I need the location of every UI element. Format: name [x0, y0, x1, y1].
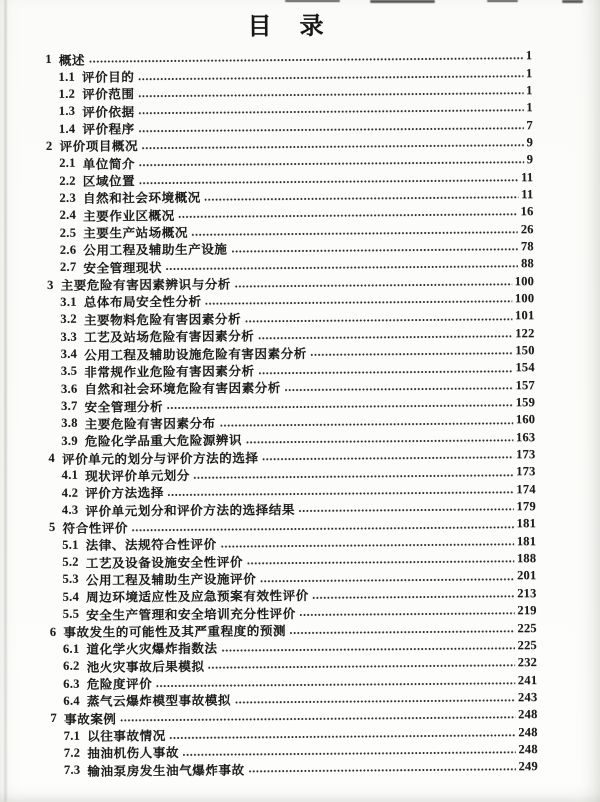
dot-leader-line	[89, 57, 523, 64]
dot-leader-line	[139, 161, 524, 168]
entry-page-number: 188	[516, 551, 537, 566]
entry-label: 公用工程及辅助生产设施	[83, 243, 228, 259]
entry-page-number: 174	[516, 481, 536, 497]
entry-page-number: 1	[525, 48, 533, 63]
entry-label: 抽油机伤人事故	[87, 746, 180, 762]
entry-number: 1.3	[58, 103, 76, 119]
dot-leader-line	[142, 143, 523, 150]
entry-page-number: 173	[516, 464, 536, 479]
entry-label: 蒸气云爆炸模型事故模拟	[86, 693, 232, 710]
entry-page-number: 154	[515, 360, 535, 375]
dot-leader-line	[121, 716, 516, 723]
entry-label: 主要危险有害因素辨识与分析	[60, 277, 232, 294]
entry-page-number: 248	[518, 742, 538, 757]
entry-number: 2.7	[59, 260, 77, 275]
entry-number: 2.4	[59, 208, 77, 223]
entry-number: 5.5	[62, 606, 80, 622]
entry-page-number: 179	[516, 499, 536, 514]
entry-number: 3.2	[60, 312, 77, 327]
entry-label: 自然和社会环境危险有害因素分析	[84, 381, 282, 397]
entry-page-number: 181	[516, 533, 537, 549]
entry-page-number: 225	[517, 637, 538, 653]
entry-number: 4.2	[61, 485, 79, 500]
dot-leader-line	[299, 508, 514, 514]
entry-page-number: 122	[515, 325, 535, 340]
entry-label: 事故发生的可能性及其严重程度的预测	[63, 624, 287, 640]
entry-label: 区域位置	[82, 174, 136, 189]
entry-label: 非常规作业危险有害因素分析	[84, 364, 255, 380]
entry-label: 输油泵房发生油气爆炸事故	[87, 763, 245, 779]
dot-leader-line	[290, 629, 514, 635]
entry-page-number: 88	[521, 256, 535, 271]
dot-leader-line	[222, 646, 515, 652]
entry-number: 3.1	[60, 294, 77, 309]
entry-label: 符合性评价	[62, 521, 129, 536]
entry-label: 公用工程及辅助设施危险有害因素分析	[84, 346, 307, 363]
entry-number: 2.2	[59, 173, 76, 188]
entry-number: 3.5	[60, 364, 78, 379]
entry-number: 5.4	[62, 589, 80, 604]
dot-leader-line	[263, 456, 514, 462]
entry-number: 2.3	[59, 190, 77, 205]
entry-label: 主要作业区概况	[83, 208, 175, 224]
entry-number: 7.3	[63, 762, 81, 778]
dot-leader-line	[194, 473, 513, 480]
entry-label: 评价项目概况	[59, 139, 139, 155]
entry-label: 评价方法选择	[85, 486, 164, 501]
dot-leader-line	[247, 560, 514, 566]
entry-number: 1.2	[58, 86, 76, 101]
toc-list	[41, 47, 538, 779]
dot-leader-line	[168, 490, 514, 497]
entry-number: 5.2	[62, 554, 79, 570]
entry-label: 评价范围	[82, 87, 135, 103]
dot-leader-line	[246, 438, 513, 444]
dot-leader-line	[192, 230, 518, 237]
scan-smudge	[370, 0, 435, 3]
dot-leader-line	[235, 282, 512, 288]
entry-number: 7	[50, 711, 58, 726]
entry-label: 现状评价单元划分	[85, 468, 191, 484]
entry-number: 4.1	[61, 468, 79, 483]
entry-number: 2.5	[59, 225, 77, 240]
entry-label: 池火灾事故后果模拟	[86, 659, 205, 675]
dot-leader-line	[260, 577, 514, 583]
entry-number: 7.2	[63, 745, 81, 760]
dot-leader-line	[258, 334, 512, 340]
entry-number: 2.6	[59, 242, 77, 257]
entry-page-number: 243	[517, 690, 538, 705]
entry-number: 1.4	[58, 121, 76, 136]
entry-number: 1.1	[58, 69, 76, 84]
entry-label: 道化学火灾爆炸指数法	[86, 642, 218, 658]
entry-label: 评价目的	[81, 70, 135, 85]
entry-number: 6.4	[63, 693, 80, 708]
dot-leader-line	[313, 594, 514, 600]
entry-page-number: 9	[526, 135, 534, 150]
toc-entry-7-3	[47, 758, 538, 779]
entry-label: 公用工程及辅助生产设施评价	[85, 572, 257, 588]
dot-leader-line	[132, 525, 514, 532]
entry-label: 工艺及设备设施安全性评价	[85, 555, 244, 571]
entry-number: 5	[48, 520, 56, 535]
page-content	[41, 10, 538, 779]
entry-label: 评价程序	[82, 122, 135, 137]
entry-number: 5.3	[62, 572, 80, 587]
entry-number: 2.1	[59, 155, 76, 171]
entry-number: 7.1	[63, 728, 81, 743]
dot-leader-line	[300, 612, 515, 618]
dot-leader-line	[138, 74, 523, 81]
entry-page-number: 150	[515, 343, 535, 358]
entry-page-number: 248	[518, 707, 538, 722]
entry-label: 安全管理分析	[84, 399, 164, 415]
entry-number: 1	[45, 52, 52, 67]
dot-leader-line	[166, 265, 518, 272]
entry-page-number: 159	[515, 395, 536, 410]
dot-leader-line	[183, 750, 515, 757]
entry-number: 3.6	[60, 381, 78, 396]
entry-label: 工艺及站场危险有害因素分析	[84, 329, 255, 345]
entry-number: 6.3	[63, 676, 80, 691]
dot-leader-line	[245, 317, 512, 323]
dot-leader-line	[221, 542, 514, 548]
entry-number: 3	[47, 277, 54, 292]
entry-page-number: 163	[515, 429, 536, 445]
entry-number: 4	[48, 450, 56, 466]
entry-page-number: 78	[520, 239, 534, 254]
dot-leader-line	[170, 733, 516, 740]
dot-leader-line	[285, 386, 513, 392]
scan-smudge	[562, 0, 583, 3]
dot-leader-line	[206, 299, 512, 305]
entry-page-number: 100	[514, 273, 535, 288]
dot-leader-line	[249, 768, 516, 774]
entry-page-number: 232	[517, 655, 538, 670]
entry-label: 事故案例	[64, 712, 117, 727]
entry-label: 自然和社会环境概况	[82, 191, 201, 207]
dot-leader-line	[205, 195, 518, 201]
entry-label: 危险化学品重大危险源辨识	[84, 433, 243, 449]
scan-smudge	[285, 0, 340, 2]
entry-label: 主要物料危险有害因素分析	[83, 312, 242, 328]
dot-leader-line	[231, 247, 517, 253]
dot-leader-line	[220, 421, 513, 427]
entry-page-number: 100	[514, 291, 535, 306]
entry-label: 危险度评价	[86, 677, 153, 692]
entry-page-number: 26	[520, 221, 534, 236]
entry-number: 3.7	[61, 398, 78, 413]
page-title: 目 录	[247, 13, 326, 41]
entry-label: 周边环境适应性及应急预案有效性评价	[86, 589, 309, 606]
entry-page-number: 201	[517, 568, 537, 583]
entry-number: 3.3	[60, 329, 78, 344]
scan-smudge	[487, 0, 518, 2]
entry-page-number: 157	[515, 377, 535, 392]
entry-label: 以往事故情况	[87, 729, 166, 744]
entry-number: 6.2	[63, 658, 80, 674]
entry-page-number: 213	[517, 585, 537, 601]
dot-leader-line	[139, 126, 524, 133]
entry-page-number: 181	[516, 516, 537, 531]
entry-page-number: 1	[526, 83, 533, 98]
dot-leader-line	[235, 698, 515, 704]
entry-number: 6	[49, 624, 57, 639]
entry-page-number: 101	[514, 308, 535, 323]
entry-page-number: 11	[521, 187, 534, 202]
entry-number: 4.3	[61, 502, 79, 517]
entry-number: 3.4	[60, 346, 78, 361]
dot-leader-line	[139, 91, 524, 98]
dot-leader-line	[259, 369, 513, 375]
dot-leader-line	[179, 213, 518, 220]
entry-label: 安全生产管理和安全培训充分性评价	[86, 606, 296, 623]
entry-label: 评价依据	[82, 104, 135, 120]
dot-leader-line	[311, 352, 512, 358]
entry-page-number: 1	[526, 100, 533, 115]
dot-leader-line	[167, 404, 513, 411]
entry-label: 单位简介	[82, 157, 136, 172]
dot-leader-line	[209, 664, 515, 670]
entry-page-number: 11	[521, 169, 534, 184]
entry-label: 主要危险有害因素分布	[84, 416, 216, 432]
dot-leader-line	[156, 681, 515, 688]
scan-edge-shadow	[4, 0, 7, 802]
entry-number: 2	[45, 138, 53, 153]
entry-page-number: 241	[517, 672, 538, 687]
entry-label: 总体布局安全性分析	[83, 295, 202, 311]
entry-label: 安全管理现状	[83, 260, 163, 276]
entry-page-number: 225	[517, 620, 537, 635]
dot-leader-line	[139, 178, 518, 185]
entry-page-number: 160	[515, 412, 536, 427]
entry-label: 评价单元划分和评价方法的选择结果	[85, 502, 296, 519]
entry-label: 主要生产站场概况	[83, 225, 189, 241]
entry-page-number: 219	[517, 603, 537, 618]
entry-page-number: 7	[526, 117, 533, 132]
entry-page-number: 16	[520, 204, 534, 219]
entry-number: 5.1	[62, 537, 79, 552]
entry-page-number: 248	[518, 724, 538, 739]
entry-number: 6.1	[62, 641, 80, 656]
entry-page-number: 249	[518, 759, 538, 774]
entry-number: 3.9	[61, 433, 78, 448]
dot-leader-line	[139, 109, 524, 116]
entry-page-number: 173	[516, 447, 536, 462]
entry-label: 概述	[58, 53, 86, 68]
entry-label: 法律、法规符合性评价	[85, 537, 217, 553]
entry-page-number: 9	[526, 152, 534, 167]
entry-page-number: 1	[525, 65, 533, 80]
entry-number: 3.8	[61, 416, 78, 431]
entry-label: 评价单元的划分与评价方法的选择	[62, 450, 259, 467]
